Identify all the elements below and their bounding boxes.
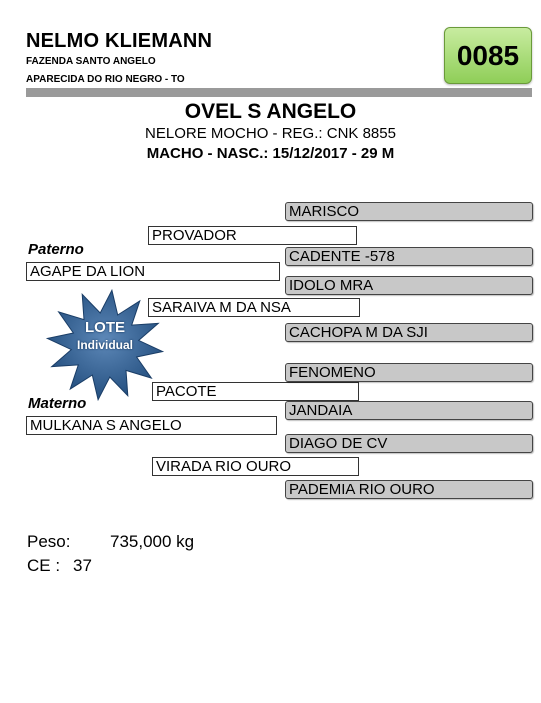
ggp-box-6: JANDAIA (285, 401, 533, 420)
dam-sire-box: PACOTE (152, 382, 359, 401)
sex-birth-age: MACHO - NASC.: 15/12/2017 - 29 M (146, 145, 395, 162)
ggp-box-7: DIAGO DE CV (285, 434, 533, 453)
materno-label: Materno (28, 395, 87, 412)
ce-value: 37 (73, 556, 92, 575)
lot-number-badge: 0085 (444, 27, 532, 84)
ce-label: CE : (27, 556, 61, 575)
dam-box: MULKANA S ANGELO (26, 416, 277, 435)
owner-name: NELMO KLIEMANN (26, 30, 213, 52)
sire-dam-box: SARAIVA M DA NSA (148, 298, 360, 317)
header-divider (26, 88, 532, 97)
ggp-box-2: CADENTE -578 (285, 247, 533, 266)
animal-name: OVEL S ANGELO (184, 100, 357, 123)
ggp-box-5: FENOMENO (285, 363, 533, 382)
sire-sire-box: PROVADOR (148, 226, 357, 245)
breed-registration: NELORE MOCHO - REG.: CNK 8855 (145, 125, 396, 142)
badge-line2: Individual (76, 338, 133, 352)
farm-location: APARECIDA DO RIO NEGRO - TO (26, 74, 185, 85)
badge-line1: LOTE (85, 319, 125, 336)
farm-name: FAZENDA SANTO ANGELO (26, 56, 156, 67)
ggp-box-4: CACHOPA M DA SJI (285, 323, 533, 342)
paterno-label: Paterno (28, 241, 84, 258)
weight-value: 735,000 kg (110, 532, 195, 551)
sire-box: AGAPE DA LION (26, 262, 280, 281)
dam-dam-box: VIRADA RIO OURO (152, 457, 359, 476)
ggp-box-8: PADEMIA RIO OURO (285, 480, 533, 499)
ggp-box-3: IDOLO MRA (285, 276, 533, 295)
ggp-box-1: MARISCO (285, 202, 533, 221)
weight-label: Peso: (27, 532, 71, 551)
